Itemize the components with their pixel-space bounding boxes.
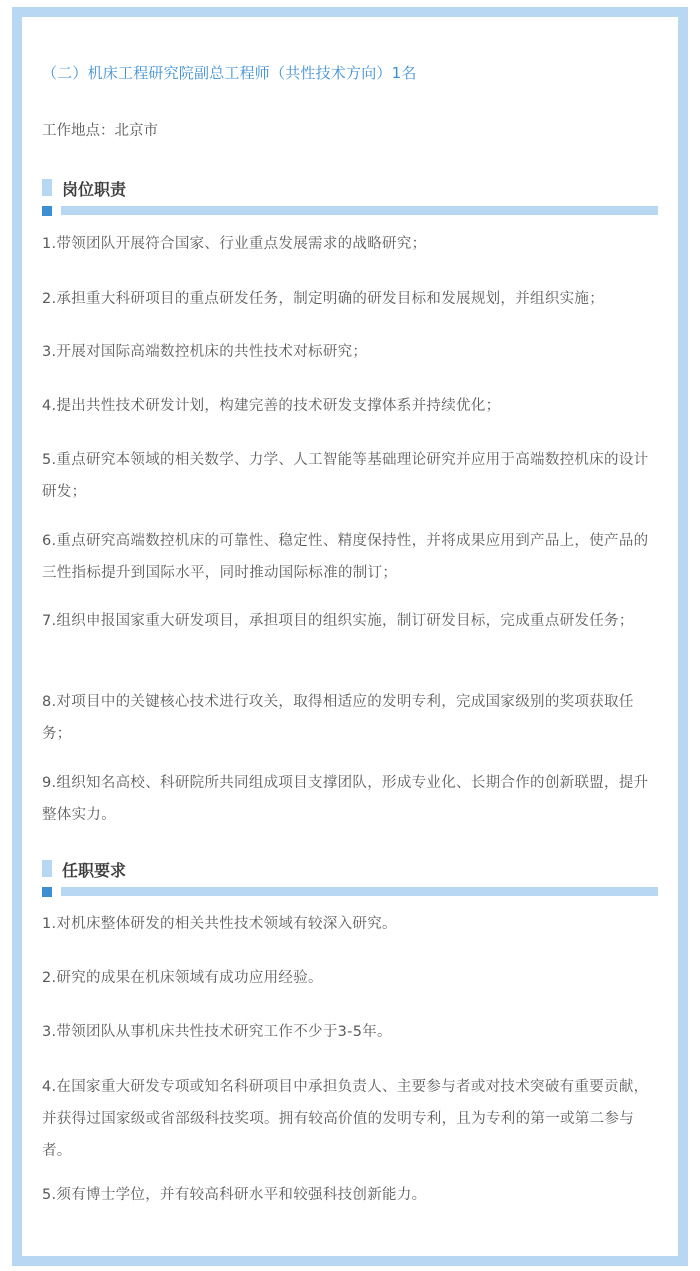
requirement-item: 5.须有博士学位，并有较高科研水平和较强科技创新能力。 xyxy=(42,1187,427,1203)
heading-marker xyxy=(42,179,52,196)
requirement-item: 2.研究的成果在机床领域有成功应用经验。 xyxy=(42,970,323,986)
duty-item: 1.带领团队开展符合国家、行业重点发展需求的战略研究； xyxy=(42,236,427,252)
heading-underline-bar xyxy=(61,887,658,896)
requirement-item: 4.在国家重大研发专项或知名科研项目中承担负责人、主要参与者或对技术突破有重要贡献，并获得过国家级或省部级科技奖项。拥有较高价值的发明专利，且为专利的第一或第二参与者。 xyxy=(42,1079,649,1159)
heading-marker xyxy=(42,860,52,877)
duty-item: 6.重点研究高端数控机床的可靠性、稳定性、精度保持性，并将成果应用到产品上，使产品的三性指标提升到国际水平，同时推动国际标准的制订； xyxy=(42,533,649,581)
heading-underline-bar xyxy=(61,206,658,215)
position-title: （二）机床工程研究院副总工程师（共性技术方向）1名 xyxy=(42,64,417,82)
requirement-item: 1.对机床整体研发的相关共性技术领域有较深入研究。 xyxy=(42,916,397,932)
section-title: 岗位职责 xyxy=(62,180,127,199)
work-location: 工作地点：北京市 xyxy=(42,123,158,139)
heading-dot xyxy=(42,887,52,897)
section-header-duties xyxy=(42,179,660,219)
duty-item: 4.提出共性技术研发计划，构建完善的技术研发支撑体系并持续优化； xyxy=(42,398,501,414)
heading-dot xyxy=(42,206,52,216)
duty-item: 7.组织申报国家重大研发项目，承担项目的组织实施，制订研发目标，完成重点研发任务； xyxy=(42,613,634,629)
duty-item: 5.重点研究本领域的相关数学、力学、人工智能等基础理论研究并应用于高端数控机床的设计研发； xyxy=(42,452,649,500)
duty-item: 3.开展对国际高端数控机床的共性技术对标研究； xyxy=(42,344,368,360)
section-title: 任职要求 xyxy=(62,861,127,880)
section-header-requirements xyxy=(42,860,660,900)
requirement-item: 3.带领团队从事机床共性技术研究工作不少于3-5年。 xyxy=(42,1024,392,1040)
duty-item: 9.组织知名高校、科研院所共同组成项目支撑团队，形成专业化、长期合作的创新联盟，提升整体实力。 xyxy=(42,775,649,823)
duty-item: 2.承担重大科研项目的重点研发任务，制定明确的研发目标和发展规划，并组织实施； xyxy=(42,291,605,307)
duty-item: 8.对项目中的关键核心技术进行攻关，取得相适应的发明专利，完成国家级别的奖项获取任务； xyxy=(42,694,634,742)
